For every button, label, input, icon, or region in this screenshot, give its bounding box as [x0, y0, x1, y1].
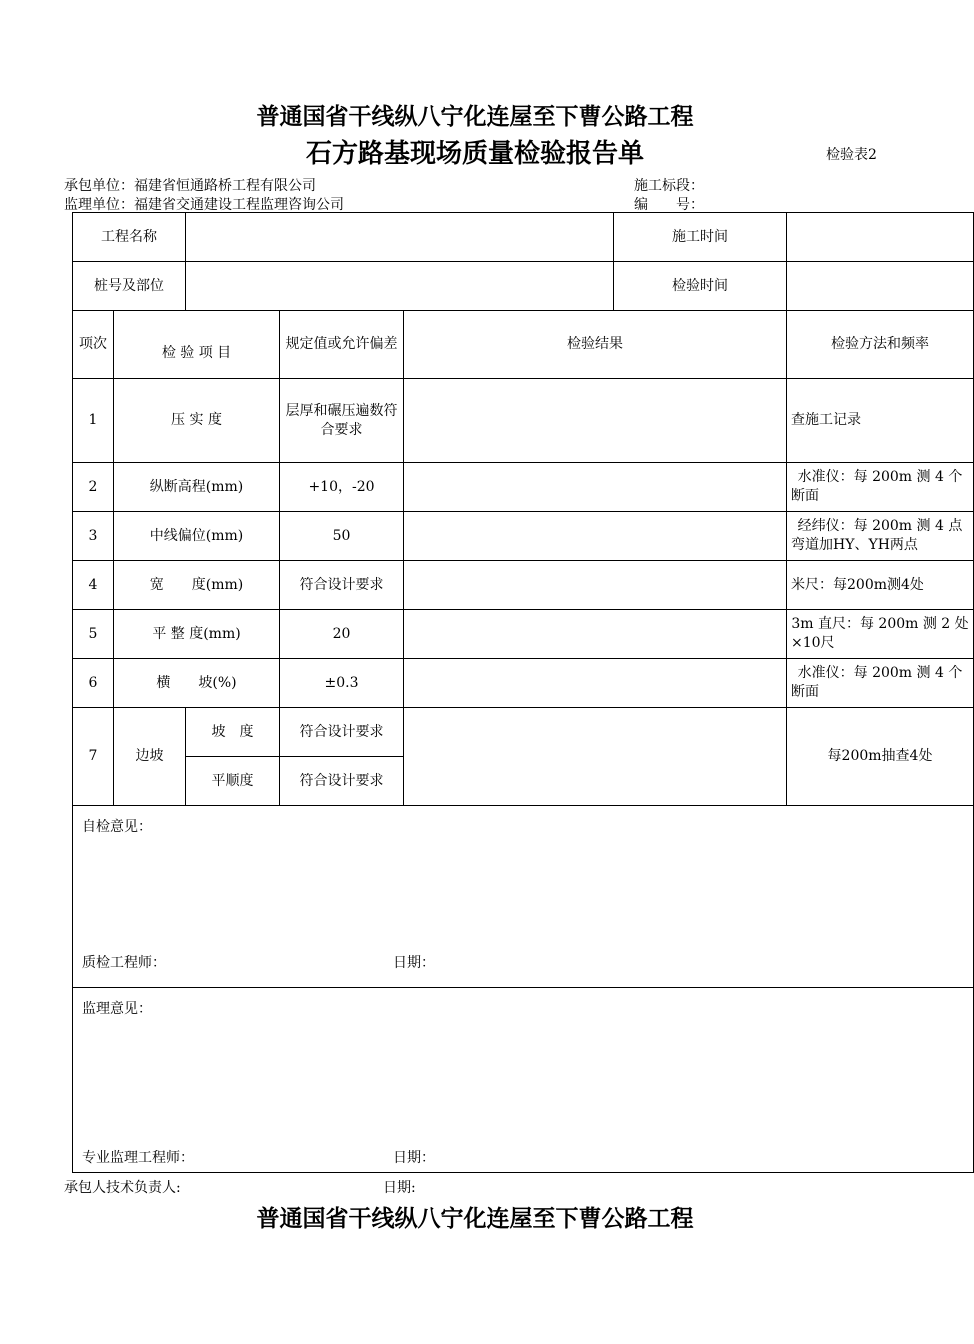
row-spec: ±0.3: [280, 659, 404, 708]
supervision-title: 监理意见：: [82, 1001, 152, 1017]
self-check-section[interactable]: [73, 806, 974, 988]
col-header-result: 检验结果: [404, 311, 787, 379]
report-title: 石方路基现场质量检验报告单: [305, 139, 644, 169]
project-title: 普通国省干线纵八宁化连屋至下曹公路工程: [256, 104, 694, 130]
row-method: 水准仪：每 200m 测 4 个断面: [787, 463, 974, 512]
row-item: 中线偏位(mm): [114, 512, 280, 561]
row-result[interactable]: [404, 610, 787, 659]
col-header-item: 检 验 项 目: [114, 311, 280, 379]
row-spec: 层厚和碾压遍数符合要求: [280, 379, 404, 463]
supervision-date-label: 日期：: [393, 1150, 435, 1166]
row-spec: 符合设计要求: [280, 757, 404, 806]
construction-time-value[interactable]: [787, 213, 974, 262]
row-no: 6: [73, 659, 114, 708]
row-no: 4: [73, 561, 114, 610]
row-spec: 符合设计要求: [280, 708, 404, 757]
table-row: [73, 463, 974, 512]
table-row: [73, 561, 974, 610]
row-item: 平 整 度(mm): [114, 610, 280, 659]
row-spec: +10，-20: [280, 463, 404, 512]
slope-item: 边坡: [114, 708, 186, 806]
row-item: 纵断高程(mm): [114, 463, 280, 512]
row-result[interactable]: [404, 708, 787, 806]
row-result[interactable]: [404, 561, 787, 610]
table-row: [73, 512, 974, 561]
inspection-table: [72, 212, 974, 1173]
row-item: 压 实 度: [114, 379, 280, 463]
row-no: 7: [73, 708, 114, 806]
supervision-section[interactable]: [73, 988, 974, 1173]
table-row: [73, 659, 974, 708]
project-name-label: 工程名称: [73, 213, 186, 262]
number-label: 编 号：: [634, 197, 704, 213]
row-result[interactable]: [404, 463, 787, 512]
slope-sub-item: 坡 度: [186, 708, 280, 757]
self-check-title: 自检意见：: [82, 819, 152, 835]
smoothness-sub-item: 平顺度: [186, 757, 280, 806]
row-spec: 20: [280, 610, 404, 659]
tech-lead-label: 承包人技术负责人:: [64, 1180, 181, 1196]
row-result[interactable]: [404, 659, 787, 708]
row-method: 水准仪：每 200m 测 4 个断面: [787, 659, 974, 708]
row-method: 3m 直尺：每 200m 测 2 处×10尺: [787, 610, 974, 659]
stake-value[interactable]: [186, 262, 614, 311]
table-row: [73, 708, 974, 757]
row-no: 5: [73, 610, 114, 659]
supervisor-label: 监理单位：福建省交通建设工程监理咨询公司: [64, 197, 344, 213]
supervision-engineer-label: 专业监理工程师：: [82, 1150, 194, 1166]
row-item: 横 坡(%): [114, 659, 280, 708]
row-method: 查施工记录: [787, 379, 974, 463]
row-item: 宽 度(mm): [114, 561, 280, 610]
row-spec: 符合设计要求: [280, 561, 404, 610]
construction-time-label: 施工时间: [614, 213, 787, 262]
row-no: 3: [73, 512, 114, 561]
row-method: 米尺：每200m测4处: [787, 561, 974, 610]
next-page-title: 普通国省干线纵八宁化连屋至下曹公路工程: [256, 1206, 694, 1232]
inspection-time-label: 检验时间: [614, 262, 787, 311]
row-result[interactable]: [404, 512, 787, 561]
row-method: 每200m抽查4处: [787, 708, 974, 806]
row-no: 2: [73, 463, 114, 512]
col-header-spec: 规定值或允许偏差: [280, 311, 404, 379]
footer-date-label: 日期:: [383, 1180, 416, 1196]
section-label: 施工标段：: [634, 178, 704, 194]
col-header-method: 检验方法和频率: [787, 311, 974, 379]
col-header-no: 项次: [73, 311, 114, 379]
row-result[interactable]: [404, 379, 787, 463]
self-check-date-label: 日期：: [393, 955, 435, 971]
project-name-value[interactable]: [186, 213, 614, 262]
row-no: 1: [73, 379, 114, 463]
table-row: [73, 379, 974, 463]
stake-label: 桩号及部位: [73, 262, 186, 311]
qc-engineer-label: 质检工程师：: [82, 955, 166, 971]
table-row: [73, 610, 974, 659]
row-spec: 50: [280, 512, 404, 561]
inspection-time-value[interactable]: [787, 262, 974, 311]
contractor-label: 承包单位：福建省恒通路桥工程有限公司: [64, 178, 316, 194]
form-number: 检验表2: [826, 147, 877, 163]
row-method: 经纬仪：每 200m 测 4 点弯道加HY、YH两点: [787, 512, 974, 561]
